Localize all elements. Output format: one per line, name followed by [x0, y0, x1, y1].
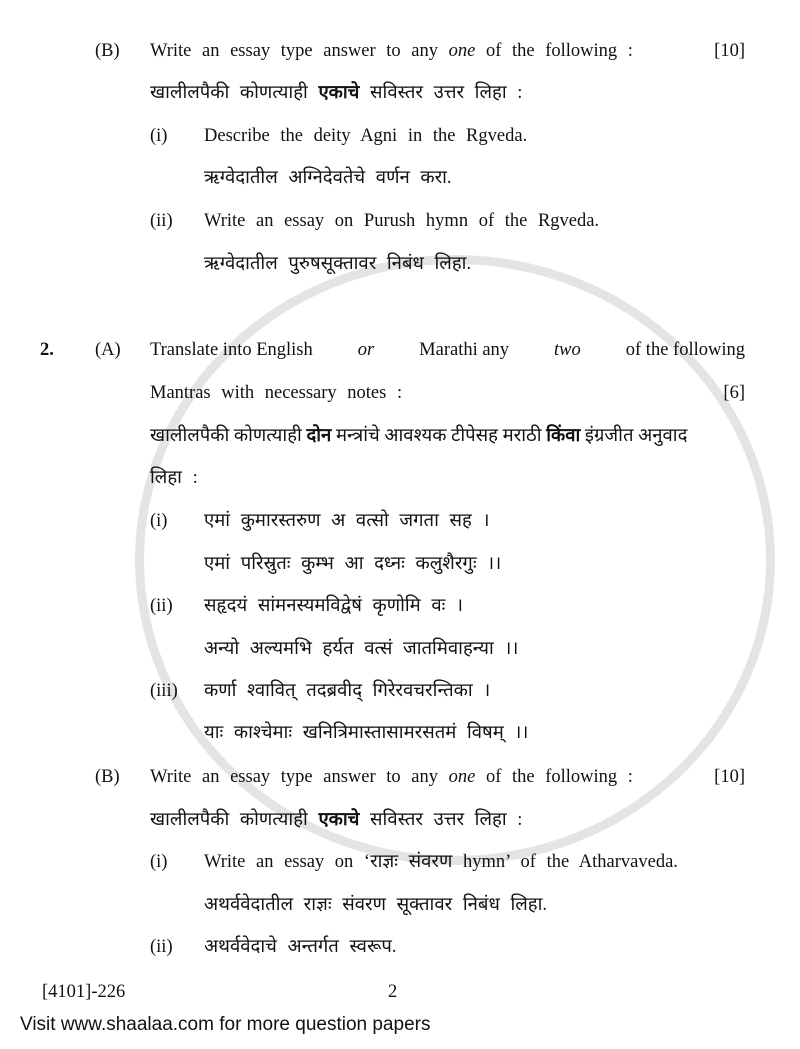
mantra-line: याः काश्चेमाः खनित्रिमास्तासामरसतमं विषम् ।।: [204, 723, 529, 743]
text-fragment: or: [357, 340, 375, 360]
item-marathi: ऋग्वेदातील अग्निदेवतेचे वर्णन करा.: [204, 168, 452, 188]
page-number: 2: [388, 982, 398, 1002]
text-fragment: खालीलपैकी कोणत्याही: [150, 426, 302, 446]
q1b-marathi-instruction: [150, 82, 522, 104]
item-marathi: अथर्ववेदाचे अन्तर्गत स्वरूप.: [204, 937, 397, 957]
q2b-marathi-instruction: [150, 809, 522, 831]
text-fragment: Write an essay type answer to any: [150, 767, 438, 787]
text-fragment: one: [448, 41, 476, 61]
marks: [10]: [714, 41, 745, 61]
mantra-number: (ii): [150, 596, 173, 616]
text-fragment: Write an essay type answer to any: [150, 41, 438, 61]
item-number: (ii): [150, 937, 173, 957]
instruction-text: [150, 40, 633, 62]
mantra-line: एमां परिस्रुतः कुम्भ आ दध्नः कलुशैरगुः ।।: [204, 554, 502, 574]
item-english: Write an essay on Purush hymn of the Rgveda.: [204, 211, 600, 231]
text-fragment: of the following :: [485, 41, 633, 61]
item-english: Describe the deity Agni in the Rgveda.: [204, 126, 528, 146]
text-fragment: किंवा: [546, 426, 581, 446]
item-marathi: ऋग्वेदातील पुरुषसूक्तावर निबंध लिहा.: [204, 254, 472, 274]
text-fragment: सविस्तर उत्तर लिहा :: [370, 83, 523, 103]
text-fragment: of the following :: [485, 767, 633, 787]
visit-link[interactable]: Visit www.shaalaa.com for more question papers: [20, 1014, 431, 1035]
text-fragment: Mantras with necessary notes :: [150, 383, 403, 403]
text-fragment: खालीलपैकी कोणत्याही: [150, 810, 308, 830]
text-fragment: two: [554, 340, 581, 360]
text-fragment: Translate into English: [150, 340, 313, 360]
item-number: (i): [150, 126, 168, 146]
text-fragment: मन्त्रांचे आवश्यक टीपेसह मराठी: [335, 426, 542, 446]
q2a-instruction: [150, 339, 745, 361]
mantra-number: (i): [150, 511, 168, 531]
instruction-text: [150, 766, 633, 788]
text-fragment: सविस्तर उत्तर लिहा :: [370, 810, 523, 830]
marks: [10]: [714, 767, 745, 787]
item-number: (i): [150, 852, 168, 872]
item-marathi: अथर्ववेदातील राज्ञः संवरण सूक्तावर निबंध लिहा.: [204, 895, 548, 915]
mantra-number: (iii): [150, 681, 178, 701]
text-fragment: Marathi any: [419, 340, 510, 360]
text-fragment: इंग्रजीत अनुवाद: [584, 426, 688, 446]
q1b-instruction: [150, 40, 745, 62]
item-number: (ii): [150, 211, 173, 231]
mantra-line: अन्यो अल्यमभि हर्यत वत्सं जातमिवाहन्या ।।: [204, 639, 519, 659]
mantra-line: कर्णा श्वावित् तदब्रवीद् गिरेरवचरन्तिका ।: [204, 681, 491, 701]
q2a-marathi-instruction: [150, 425, 687, 447]
text-fragment: one: [448, 767, 476, 787]
text-fragment: एकाचे: [318, 810, 360, 830]
mantra-line: सहृदयं सांमनस्यमविद्वेषं कृणोमि वः ।: [204, 596, 464, 616]
text-fragment: of the following: [625, 340, 745, 360]
text-fragment: खालीलपैकी कोणत्याही: [150, 83, 308, 103]
question-number: 2.: [40, 340, 54, 360]
q2b-label: (B): [95, 767, 120, 787]
text-fragment: दोन: [306, 426, 332, 446]
item-english: Write an essay on ‘राज्ञः संवरण hymn’ of the Atharvaveda.: [204, 852, 678, 872]
q2a-marathi-instruction-2: लिहा :: [150, 468, 198, 488]
marks: [6]: [723, 383, 745, 403]
q2b-instruction: [150, 766, 745, 788]
text-fragment: एकाचे: [318, 83, 360, 103]
q2a-instruction-2: [150, 382, 745, 404]
q2a-label: (A): [95, 340, 121, 360]
paper-code: [4101]-226: [42, 982, 126, 1002]
mantra-line: एमां कुमारस्तरुण अ वत्सो जगता सह ।: [204, 511, 490, 531]
q1b-label: (B): [95, 41, 120, 61]
